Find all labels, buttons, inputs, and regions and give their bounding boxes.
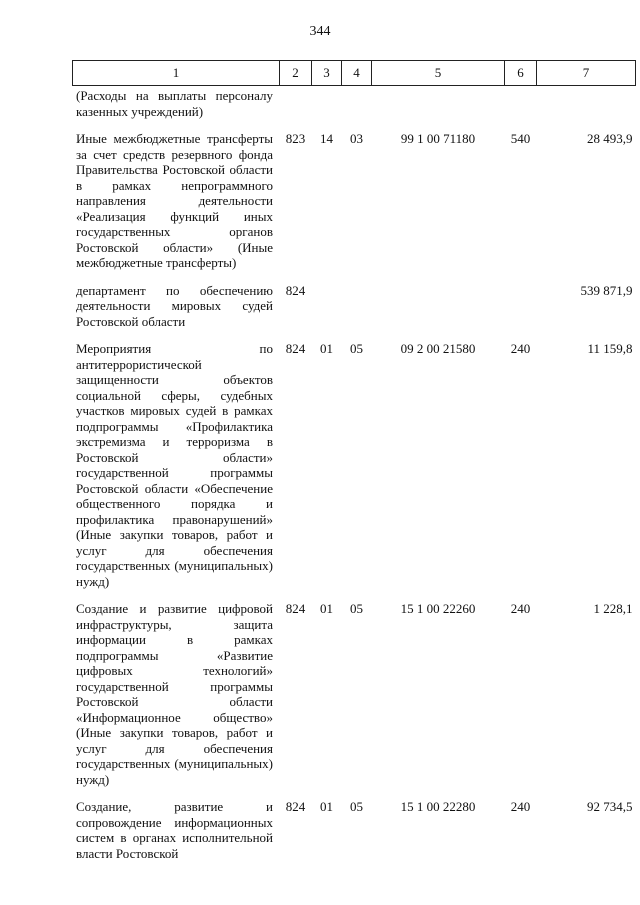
budget-table [72,60,636,873]
table-row [73,86,636,132]
row-type-code: 240 [510,799,531,814]
table-row [73,601,636,799]
row-description: (Расходы на выплаты персоналу казенных учреждений) [76,88,273,119]
row-description: Иные межбюджетные трансферты за счет средств резервного фонда Правительства Ростовской области в рамках непрограммного направления деятельности «Реализация функций иных государственных органов Ростовской области» (Иные межбюджетные трансферты) [76,131,273,270]
row-amount: 1 228,1 [593,601,633,616]
row-type-code [505,86,537,132]
row-type-code: 540 [510,131,531,146]
column-header: 2 [280,61,312,86]
column-header: 3 [312,61,342,86]
row-section-code: 01 [320,799,333,814]
row-description: Мероприятия по антитеррористической защищенности объектов социальной сферы, судебных участков мировых судей в рамках подпрограммы «Профилактика экстремизма и терроризма в Ростовской области» государственной программы Ростовской области «Обеспечение общественного порядка и профилактика правонарушений» (Иные закупки товаров, работ и услуг для обеспечения государственных (муниципальных) нужд) [76,341,273,589]
row-ministry-code [280,86,312,132]
row-ministry-code: 824 [285,282,306,298]
row-ministry-code: 824 [285,601,306,616]
row-section-code [312,283,342,342]
row-amount [537,86,636,132]
row-amount: 11 159,8 [587,341,633,356]
table-row [73,283,636,342]
row-subsection-code [342,283,372,342]
row-target-code [372,283,505,342]
row-target-code: 15 1 00 22280 [400,799,476,814]
row-target-code: 09 2 00 21580 [400,341,476,356]
row-section-code: 01 [320,601,333,616]
row-section-code [312,86,342,132]
row-ministry-code: 824 [285,799,306,814]
row-ministry-code: 823 [285,131,306,146]
table-row [73,341,636,601]
row-target-code: 15 1 00 22260 [400,601,476,616]
row-subsection-code: 05 [350,799,363,814]
row-description: Создание и развитие цифровой инфраструктуры, защита информации в рамках подпрограммы «Развитие цифровых технологий» государственной программы Ростовской области «Информационное общество» (Иные закупки товаров, работ и услуг для обеспечения государственных (муниципальных) нужд) [76,601,273,787]
column-header: 4 [342,61,372,86]
row-target-code: 99 1 00 71180 [400,131,476,146]
column-header: 7 [537,61,636,86]
row-amount: 539 871,9 [580,282,633,298]
row-subsection-code: 05 [350,601,363,616]
row-section-code: 01 [320,341,333,356]
row-target-code [372,86,505,132]
row-description: департамент по обеспечению деятельности мировых судей Ростовской области [76,282,273,329]
table-row [73,131,636,283]
row-type-code [505,283,537,342]
row-section-code: 14 [320,131,333,146]
table-row [73,799,636,873]
page-number: 344 [309,24,331,39]
row-subsection-code: 03 [350,131,363,146]
row-amount: 28 493,9 [587,131,633,146]
table-header-row [73,61,636,86]
column-header: 6 [505,61,537,86]
column-header: 1 [73,61,280,86]
row-description: Создание, развитие и сопровождение информационных систем в органах исполнительной власти Ростовской [76,799,273,861]
row-type-code: 240 [510,601,531,616]
column-header: 5 [372,61,505,86]
row-subsection-code: 05 [350,341,363,356]
row-ministry-code: 824 [285,341,306,356]
row-type-code: 240 [510,341,531,356]
row-subsection-code [342,86,372,132]
row-amount: 92 734,5 [587,799,633,814]
